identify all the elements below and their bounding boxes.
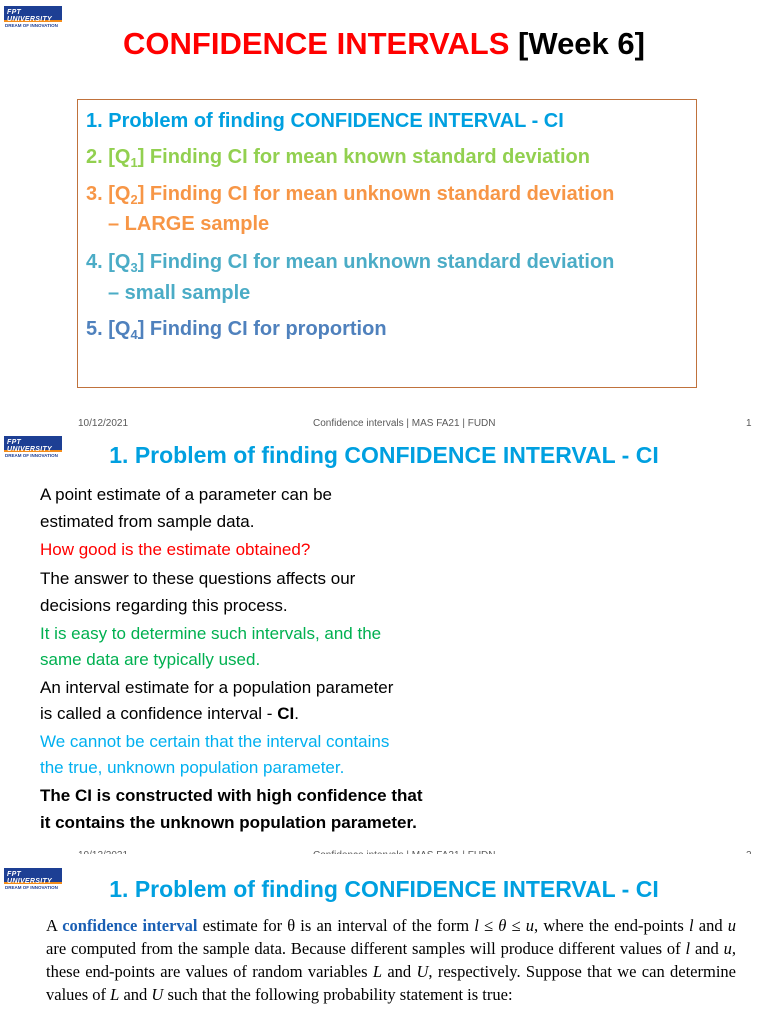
logo-brand: FPT UNIVERSITY	[7, 439, 53, 453]
footer-page-number: 1	[746, 418, 752, 429]
toc-item-5: 5. $[Q_4]$ Finding CI for proportion	[86, 318, 387, 342]
highlight-term: confidence interval	[62, 916, 198, 935]
toc-box	[77, 99, 697, 388]
logo-tagline: DREAM OF INNOVATION	[5, 23, 58, 28]
text-line: same data are typically used.	[40, 650, 261, 669]
slide-title: 1. Problem of finding CONFIDENCE INTERVAL - CI	[109, 876, 659, 902]
text-line: is called a confidence interval - CI.	[40, 704, 299, 723]
text-line: The CI is constructed with high confidence that	[40, 786, 423, 805]
toc-item-3: 3. $[Q_2]$ Finding CI for mean unknown standard deviation	[86, 183, 615, 207]
footer-date: 10/12/2021	[78, 418, 129, 429]
toc-item-4-cont: – small sample	[108, 282, 251, 304]
text-line: it contains the unknown population parameter.	[40, 813, 417, 832]
title-red: CONFIDENCE INTERVALS	[123, 26, 510, 61]
slide-3	[0, 854, 768, 1024]
text-line: estimated from sample data.	[40, 512, 255, 531]
definition-paragraph: A confidence interval estimate for θ is an interval of the form l ≤ θ ≤ u, where the end-points l and u are computed from the sample data. Because different samples will produce different values of l and u, these end-points are values of random variables L and U, respectively. Suppose that we can determine values of L and U such that the following probability statement is true:	[46, 916, 736, 1004]
logo-brand: FPT UNIVERSITY	[7, 871, 53, 885]
toc-item-4: 4. $[Q_3]$ Finding CI for mean unknown standard deviation	[86, 251, 615, 275]
logo-tagline: DREAM OF INNOVATION	[5, 453, 58, 458]
logo-tagline: DREAM OF INNOVATION	[5, 885, 58, 890]
title-week: [Week 6]	[518, 26, 645, 61]
page-title	[0, 26, 768, 62]
text-line: the true, unknown population parameter.	[40, 758, 345, 777]
text-line: The answer to these questions affects our	[40, 569, 356, 588]
text-line: It is easy to determine such intervals, and the	[40, 624, 382, 643]
slide-1	[0, 0, 768, 432]
footer-center: Confidence intervals | MAS FA21 | FUDN	[313, 418, 496, 429]
text-line: An interval estimate for a population parameter	[40, 678, 394, 697]
slide-2	[0, 432, 768, 854]
text-line: A point estimate of a parameter can be	[40, 485, 333, 504]
slide-title: 1. Problem of finding CONFIDENCE INTERVAL - CI	[109, 442, 659, 468]
text-line: decisions regarding this process.	[40, 596, 288, 615]
toc-item-1: 1. Problem of finding CONFIDENCE INTERVAL - CI	[86, 110, 564, 132]
logo-brand: FPT UNIVERSITY	[7, 9, 53, 23]
text-line: We cannot be certain that the interval contains	[40, 732, 390, 751]
toc-item-3-cont: – LARGE sample	[108, 213, 270, 235]
toc-item-2: 2. $[Q_1]$ Finding CI for mean known standard deviation	[86, 146, 590, 170]
text-line: How good is the estimate obtained?	[40, 540, 311, 559]
